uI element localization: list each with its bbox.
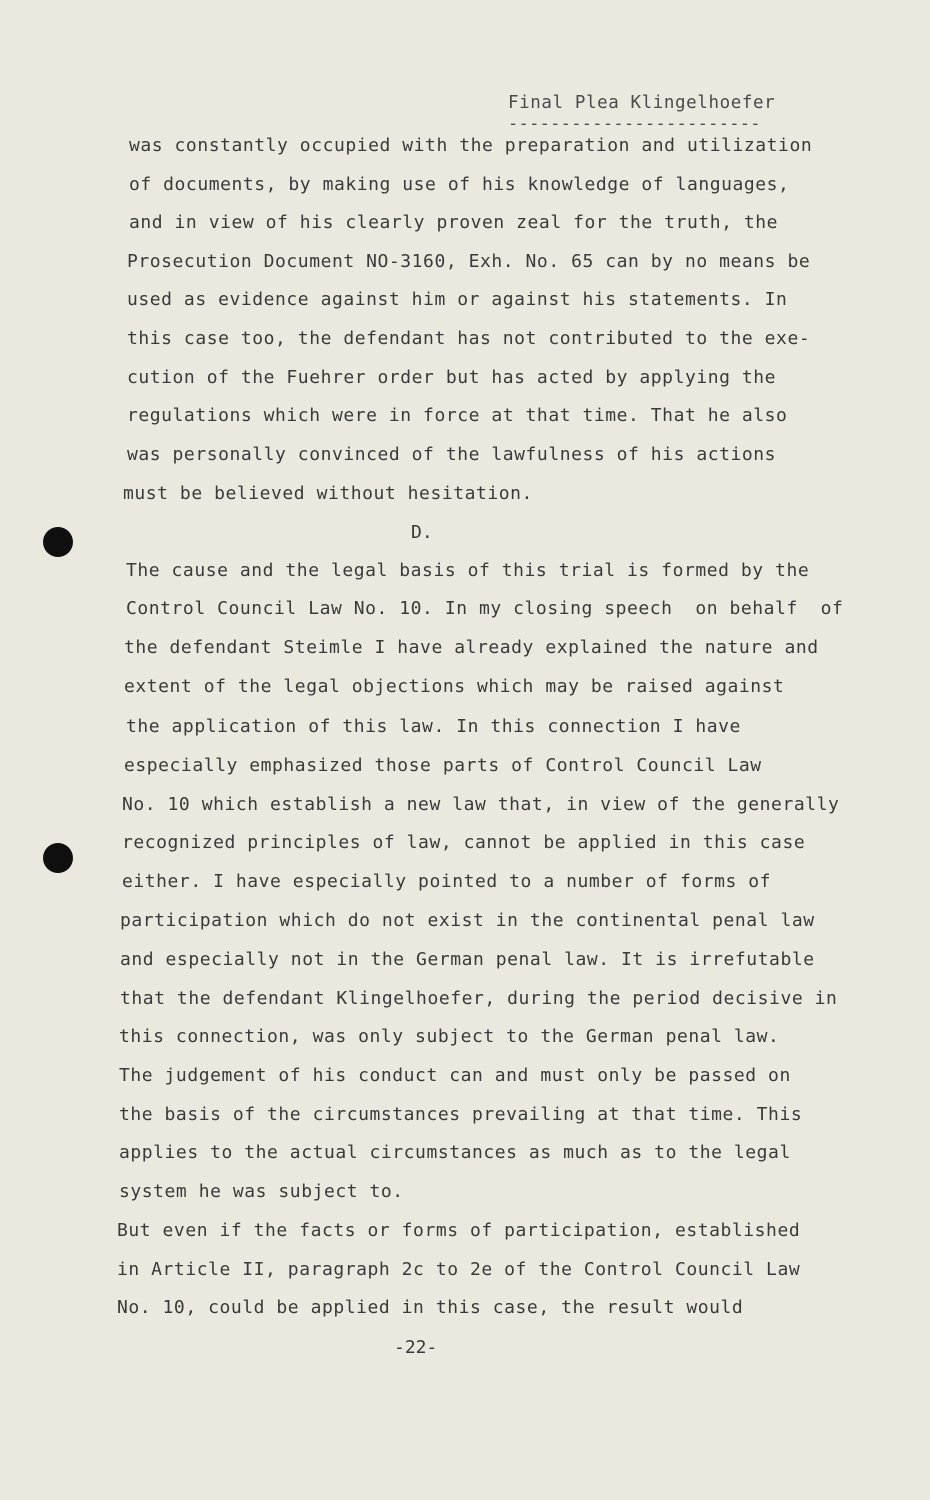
text-line: especially emphasized those parts of Control Council Law	[124, 755, 762, 776]
page-number: -22-	[394, 1337, 438, 1358]
text-line: the application of this law. In this connection I have	[126, 716, 741, 737]
header-underline: ------------------------	[508, 114, 761, 134]
running-header: Final Plea Klingelhoefer	[508, 93, 776, 113]
text-line: this case too, the defendant has not contributed to the exe-	[127, 328, 811, 349]
text-line: The judgement of his conduct can and must only be passed on	[119, 1065, 791, 1086]
text-line: recognized principles of law, cannot be applied in this case	[122, 832, 806, 853]
text-line: used as evidence against him or against his statements. In	[127, 289, 788, 310]
text-line: system he was subject to.	[119, 1181, 404, 1202]
text-line: was constantly occupied with the preparation and utilization	[129, 135, 813, 156]
text-line: But even if the facts or forms of participation, established	[117, 1220, 801, 1241]
text-line: in Article II, paragraph 2c to 2e of the Control Council Law	[117, 1259, 801, 1280]
text-line: applies to the actual circumstances as much as to the legal	[119, 1142, 791, 1163]
text-line: Prosecution Document NO-3160, Exh. No. 65 can by no means be	[127, 251, 811, 272]
punch-hole-top	[43, 527, 73, 557]
text-line: and in view of his clearly proven zeal for the truth, the	[129, 212, 779, 233]
text-line: extent of the legal objections which may be raised against	[124, 676, 785, 697]
text-line: must be believed without hesitation.	[123, 483, 533, 504]
text-line: The cause and the legal basis of this trial is formed by the	[126, 560, 810, 581]
text-line: cution of the Fuehrer order but has acted by applying the	[127, 367, 777, 388]
section-heading: D.	[411, 522, 433, 543]
text-line: either. I have especially pointed to a number of forms of	[122, 871, 772, 892]
text-line: Control Council Law No. 10. In my closing speech on behalf of	[126, 598, 844, 619]
punch-hole-bottom	[43, 843, 73, 873]
text-line: participation which do not exist in the continental penal law	[120, 910, 815, 931]
text-line: regulations which were in force at that time. That he also	[127, 405, 788, 426]
text-line: that the defendant Klingelhoefer, during the period decisive in	[120, 988, 838, 1009]
text-line: this connection, was only subject to the German penal law.	[119, 1026, 780, 1047]
text-line: the defendant Steimle I have already explained the nature and	[124, 637, 819, 658]
text-line: of documents, by making use of his knowledge of languages,	[129, 174, 790, 195]
text-line: No. 10 which establish a new law that, in view of the generally	[122, 794, 840, 815]
text-line: was personally convinced of the lawfulness of his actions	[127, 444, 777, 465]
text-line: and especially not in the German penal law. It is irrefutable	[120, 949, 815, 970]
text-line: No. 10, could be applied in this case, the result would	[117, 1297, 744, 1318]
text-line: the basis of the circumstances prevailing at that time. This	[119, 1104, 803, 1125]
